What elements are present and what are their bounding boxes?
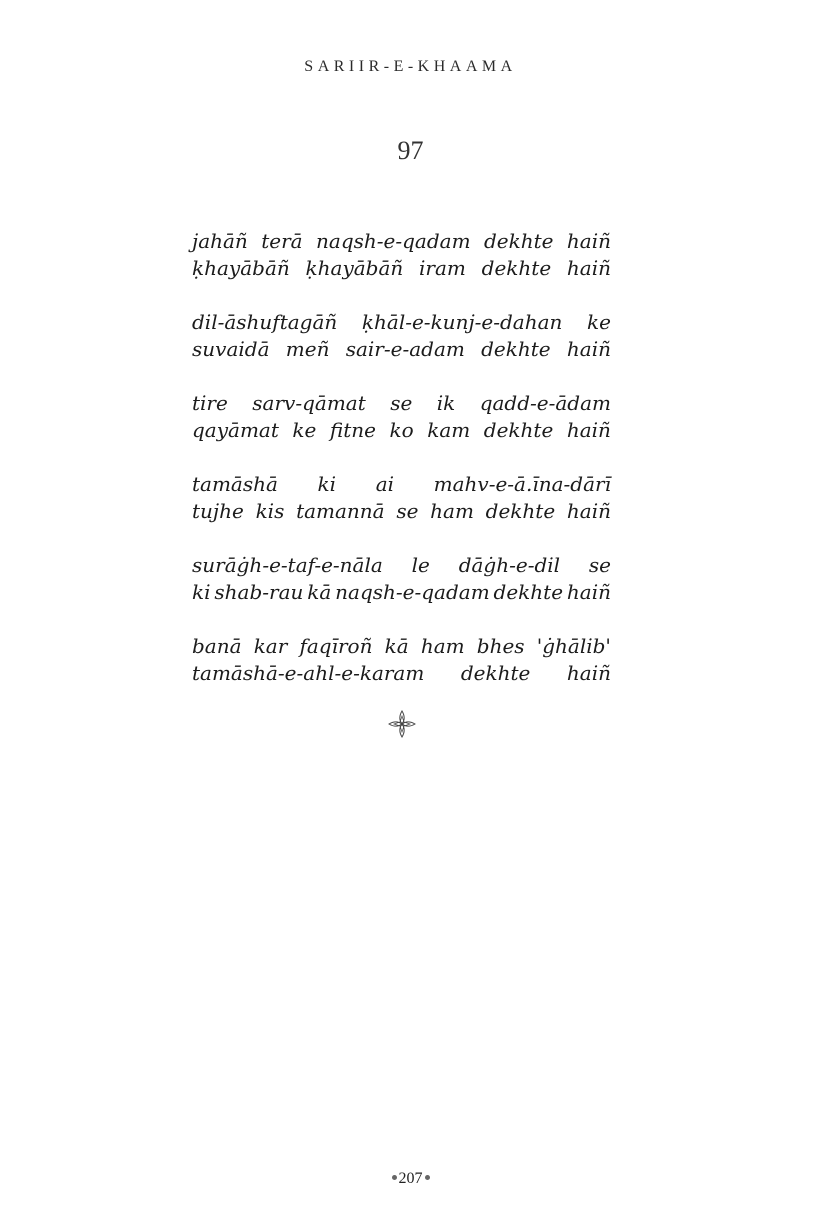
word: banā [192, 634, 242, 658]
verse-line [192, 336, 611, 363]
word: ai [375, 472, 395, 496]
word: jahāñ [192, 229, 248, 253]
word: suvaidā [192, 337, 270, 361]
word: meñ [285, 337, 330, 361]
word: tujhe [192, 499, 244, 523]
word: ḳhāl-e-kunj-e-dahan [361, 310, 563, 334]
word: terā [261, 229, 303, 253]
couplet [192, 471, 611, 525]
word: le [411, 553, 430, 577]
verse-line [192, 660, 611, 687]
word: kar [253, 634, 288, 658]
word: haiñ [566, 229, 611, 253]
word: ham [430, 499, 474, 523]
word: kam [427, 418, 471, 442]
word: 'ġhālib' [536, 634, 611, 658]
word: dekhte [483, 418, 554, 442]
word: tamāshā [192, 472, 278, 496]
couplet [192, 309, 611, 363]
couplet [192, 390, 611, 444]
word: ki [192, 580, 211, 604]
word: haiñ [566, 580, 611, 604]
page-number [0, 1170, 821, 1188]
running-head: SARIIR-E-KHAAMA [304, 58, 517, 75]
poem-body [192, 228, 611, 714]
bullet-icon [392, 1175, 397, 1180]
word: surāġh-e-taf-e-nāla [192, 553, 383, 577]
word: haiñ [566, 418, 611, 442]
verse-line [192, 390, 611, 417]
word: dekhte [485, 499, 556, 523]
verse-line [192, 579, 611, 606]
word: qadd-e-ādam [479, 391, 611, 415]
word: dekhte [481, 256, 552, 280]
word: ḳhayābāñ [305, 256, 404, 280]
verse-line [192, 471, 611, 498]
word: ḳhayābāñ [192, 256, 290, 280]
word: kā [384, 634, 409, 658]
couplet [192, 228, 611, 282]
word: ke [292, 418, 317, 442]
floral-ornament-icon [388, 710, 416, 738]
verse-line [192, 552, 611, 579]
word: dil-āshuftagāñ [192, 310, 338, 334]
word: naqsh-e-qadam [316, 229, 471, 253]
page-number-text: 207 [398, 1170, 423, 1187]
word: faqīroñ [299, 634, 373, 658]
couplet [192, 633, 611, 687]
word: se [588, 553, 611, 577]
word: haiñ [566, 256, 611, 280]
word: haiñ [566, 499, 611, 523]
ghazal-number: 97 [397, 136, 424, 165]
word: shab-rau [214, 580, 304, 604]
word: iram [419, 256, 466, 280]
word: dāġh-e-dil [458, 553, 561, 577]
verse-line [192, 633, 611, 660]
verse-line [192, 417, 611, 444]
word: dekhte [483, 229, 554, 253]
word: haiñ [566, 661, 611, 685]
word: ke [587, 310, 611, 334]
word: kā [307, 580, 332, 604]
word: tamāshā-e-ahl-e-karam [192, 661, 425, 685]
word: ki [317, 472, 337, 496]
word: dekhte [460, 661, 531, 685]
word: naqsh-e-qadam [335, 580, 490, 604]
word: fitne [329, 418, 376, 442]
word: se [396, 499, 419, 523]
word: dekhte [493, 580, 564, 604]
word: kis [255, 499, 285, 523]
verse-line [192, 255, 611, 282]
verse-line [192, 309, 611, 336]
bullet-icon [425, 1175, 430, 1180]
word: tire [192, 391, 228, 415]
word: qayāmat [192, 418, 279, 442]
word: tamannā [296, 499, 385, 523]
word: se [390, 391, 413, 415]
couplet [192, 552, 611, 606]
word: ko [389, 418, 414, 442]
verse-line [192, 228, 611, 255]
word: bhes [476, 634, 525, 658]
word: sair-e-adam [345, 337, 465, 361]
word: dekhte [481, 337, 551, 361]
word: sarv-qāmat [252, 391, 366, 415]
word: haiñ [566, 337, 611, 361]
word: ham [420, 634, 465, 658]
word: mahv-e-ā.īna-dārī [433, 472, 611, 496]
word: ik [436, 391, 456, 415]
verse-line [192, 498, 611, 525]
